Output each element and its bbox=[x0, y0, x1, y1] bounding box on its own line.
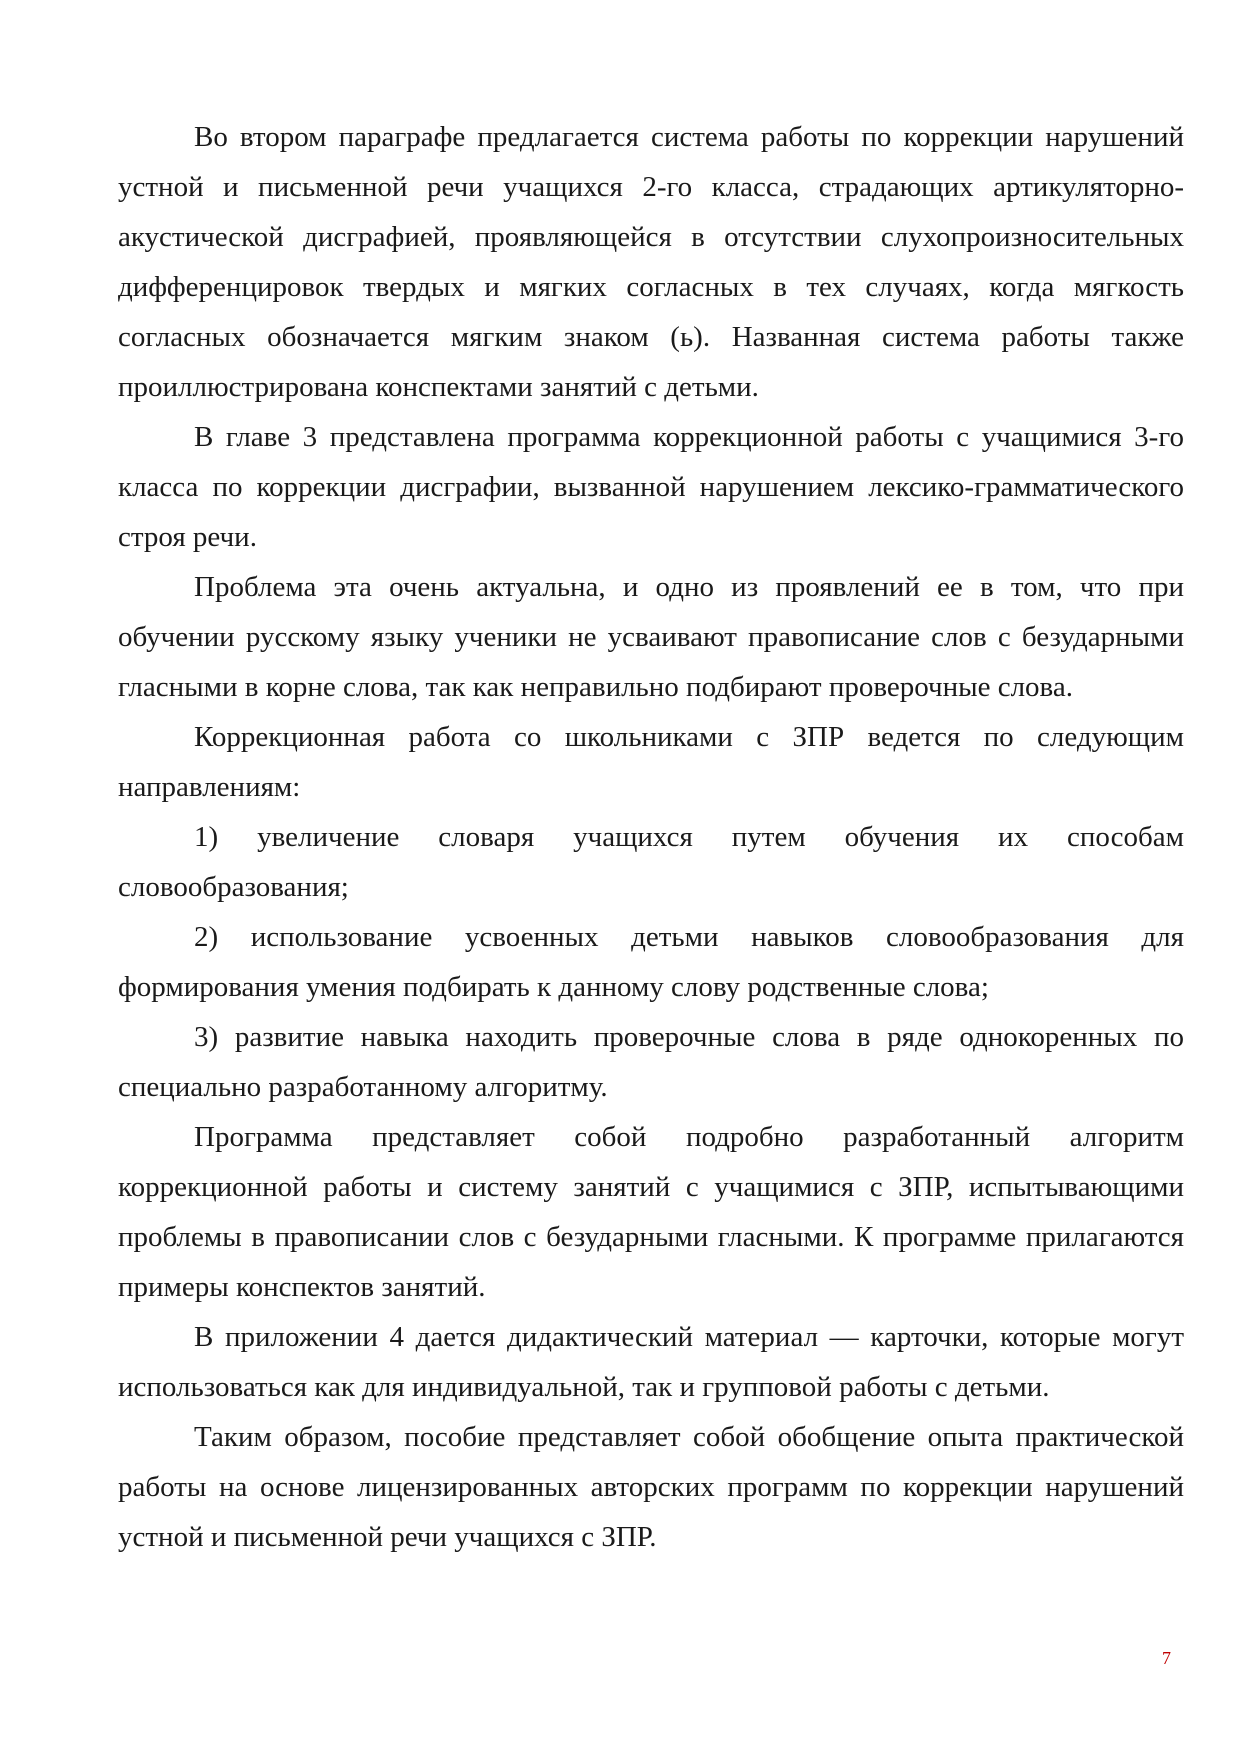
list-item: 1) увеличение словаря учащихся путем обучения их способам словообразования; bbox=[118, 821, 1184, 903]
paragraph: Таким образом, пособие представляет собой обобщение опыта практической работы на основе лицензированных авторских программ по коррекции нарушений устной и письменной речи учащихся с ЗПР. bbox=[118, 1421, 1184, 1553]
paragraph: Программа представляет собой подробно разработанный алгоритм коррекционной работы и систему занятий с учащимися с ЗПР, испытывающими проблемы в правописании слов с безударными гласными. К программе прилагаются примеры конспектов занятий. bbox=[118, 1121, 1184, 1303]
paragraph: Проблема эта очень актуальна, и одно из проявлений ее в том, что при обучении русскому языку ученики не усваивают правописание слов с безударными гласными в корне слова, так как неправильно подбирают проверочные слова. bbox=[118, 571, 1184, 703]
page-number: 7 bbox=[1162, 1648, 1171, 1668]
paragraph: В главе 3 представлена программа коррекционной работы с учащимися 3-го класса по коррекции дисграфии, вызванной нарушением лексико-грамматического строя речи. bbox=[118, 421, 1184, 553]
paragraph: Коррекционная работа со школьниками с ЗПР ведется по следующим направлениям: bbox=[118, 721, 1184, 803]
paragraph: В приложении 4 дается дидактический материал — карточки, которые могут использоваться как для индивидуальной, так и групповой работы с детьми. bbox=[118, 1321, 1184, 1403]
list-item: 3) развитие навыка находить проверочные слова в ряде однокоренных по специально разработанному алгоритму. bbox=[118, 1021, 1184, 1103]
document-body bbox=[118, 112, 1184, 1562]
paragraph: Во втором параграфе предлагается система работы по коррекции нарушений устной и письменной речи учащихся 2-го класса, страдающих артикуляторно-акустической дисграфией, проявляющейся в отсутствии слухопроизносительных дифференцировок твердых и мягких согласных в тех случаях, когда мягкость согласных обозначается мягким знаком (ь). Названная система работы также проиллюстрирована конспектами занятий с детьми. bbox=[118, 121, 1184, 403]
list-item: 2) использование усвоенных детьми навыков словообразования для формирования умения подбирать к данному слову родственные слова; bbox=[118, 921, 1184, 1003]
